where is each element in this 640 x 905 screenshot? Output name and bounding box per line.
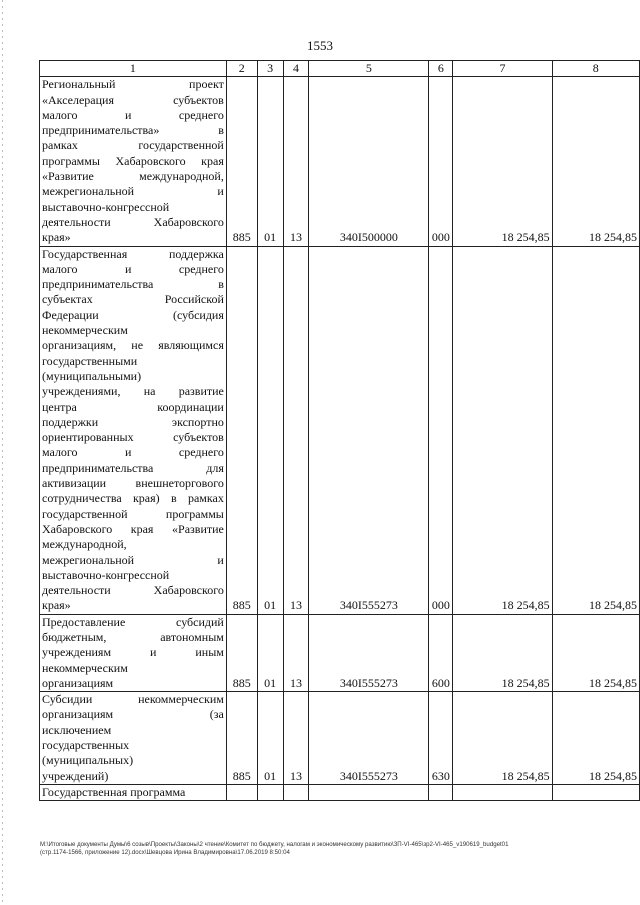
description-line: «Акселерация субъектов: [42, 92, 224, 107]
description-line: малого и среднего: [42, 445, 224, 460]
description-line: деятельности Хабаровского: [42, 214, 224, 229]
amount-2020-cell: 18 254,85: [552, 692, 639, 785]
target-article-cell: 340I555273: [309, 692, 429, 785]
description-line: выставочно-конгрессной: [42, 567, 170, 582]
department-code-cell: 885: [226, 246, 257, 614]
section-code-cell: 01: [257, 614, 283, 691]
description-line: бюджетным, автономным: [42, 629, 224, 644]
amount-2020-cell: 18 254,85: [552, 77, 639, 246]
table-row: [40, 614, 640, 691]
description-line: деятельности Хабаровского: [42, 583, 224, 598]
item-description-cell: [40, 614, 227, 691]
description-line: межрегиональной и: [42, 184, 224, 199]
description-line: исключением: [42, 722, 112, 737]
description-line: учреждений): [42, 768, 109, 783]
target-article-cell: 340I555273: [309, 614, 429, 691]
subsection-code-cell: 13: [283, 246, 309, 614]
department-code-cell: 885: [226, 77, 257, 246]
item-description-cell: [40, 77, 227, 246]
description-line: Предоставление субсидий: [42, 614, 224, 629]
page-number: 1553: [307, 38, 333, 53]
header-cell: 1: [40, 61, 227, 77]
table-row: [40, 77, 640, 246]
description-line: предпринимательства для: [42, 460, 224, 475]
description-line: края»: [42, 230, 71, 245]
budget-table: [39, 60, 640, 801]
expense-type-cell: 630: [429, 692, 453, 785]
expense-type-cell: 000: [429, 246, 453, 614]
description-line: Субсидии некоммерческим: [42, 692, 224, 707]
description-line: малого и среднего: [42, 261, 224, 276]
description-line: некоммерческим: [42, 323, 128, 338]
description-line: края»: [42, 598, 71, 613]
header-cell: 2: [226, 61, 257, 77]
description-line: Федерации (субсидия: [42, 307, 224, 322]
description-line: Региональный проект: [42, 77, 224, 92]
description-line: сотрудничества края) в рамках: [42, 491, 224, 506]
document-footer: [40, 841, 615, 857]
amount-2020-cell: [552, 784, 639, 800]
amount-2019-cell: [453, 784, 552, 800]
table-row: [40, 692, 640, 785]
item-description-cell: [40, 784, 227, 800]
subsection-code-cell: 13: [283, 692, 309, 785]
subsection-code-cell: 13: [283, 77, 309, 246]
amount-2019-cell: 18 254,85: [453, 692, 552, 785]
header-cell: 6: [429, 61, 453, 77]
description-line: учреждениям и иным: [42, 645, 224, 660]
description-line: (муниципальными): [42, 368, 142, 383]
table-row: [40, 784, 640, 800]
target-article-cell: 340I555273: [309, 246, 429, 614]
description-line: «Развитие международной,: [42, 169, 224, 184]
item-description-cell: [40, 692, 227, 785]
description-line: рамках государственной: [42, 138, 224, 153]
description-line: Хабаровского края «Развитие: [42, 521, 224, 536]
header-cell: 8: [552, 61, 639, 77]
department-code-cell: 885: [226, 692, 257, 785]
amount-2019-cell: 18 254,85: [453, 246, 552, 614]
description-line: ориентированных субъектов: [42, 430, 224, 445]
description-line: предпринимательства» в: [42, 123, 224, 138]
department-code-cell: [226, 784, 257, 800]
target-article-cell: [309, 784, 429, 800]
description-line: малого и среднего: [42, 107, 224, 122]
description-line: предпринимательства в: [42, 277, 224, 292]
table-header-row: [40, 61, 640, 77]
amount-2020-cell: 18 254,85: [552, 614, 639, 691]
description-line: организациям (за: [42, 707, 224, 722]
expense-type-cell: [429, 784, 453, 800]
expense-type-cell: 000: [429, 77, 453, 246]
description-line: субъектах Российской: [42, 292, 224, 307]
description-line: активизации внешнеторгового: [42, 476, 224, 491]
subsection-code-cell: [283, 784, 309, 800]
description-line: государственными: [42, 353, 138, 368]
description-line: программы Хабаровского края: [42, 153, 224, 168]
description-line: организациям, не являющимся: [42, 338, 224, 353]
description-line: (муниципальных): [42, 753, 134, 768]
description-line: Государственная поддержка: [42, 246, 224, 261]
header-cell: 7: [453, 61, 552, 77]
description-line: некоммерческим: [42, 660, 128, 675]
amount-2020-cell: 18 254,85: [552, 246, 639, 614]
description-line: международной,: [42, 537, 127, 552]
amount-2019-cell: 18 254,85: [453, 77, 552, 246]
amount-2019-cell: 18 254,85: [453, 614, 552, 691]
table-row: [40, 246, 640, 614]
scan-edge-mark: [2, 0, 3, 905]
section-code-cell: 01: [257, 692, 283, 785]
description-line: поддержки экспортно: [42, 414, 224, 429]
section-code-cell: [257, 784, 283, 800]
header-cell: 5: [309, 61, 429, 77]
subsection-code-cell: 13: [283, 614, 309, 691]
footer-path-line-2: (стр.1174-1566, приложение 12).docx\Шевцова Ирина Владимировна\17.06.2019 8:50:04: [40, 849, 290, 856]
header-cell: 3: [257, 61, 283, 77]
item-description-cell: [40, 246, 227, 614]
expense-type-cell: 600: [429, 614, 453, 691]
department-code-cell: 885: [226, 614, 257, 691]
description-line: выставочно-конгрессной: [42, 199, 170, 214]
description-line: государственных: [42, 738, 130, 753]
description-line: центра координации: [42, 399, 224, 414]
section-code-cell: 01: [257, 246, 283, 614]
description-line: межрегиональной и: [42, 552, 224, 567]
footer-path-line-1: M:\Итоговые документы Думы\6 созыв\Проекты\Законы\2 чтение\Комитет по бюджету, налогам и экономическому развитию\ЗП-VI-465\зр2-VI-465_v190619_budget01: [40, 841, 509, 848]
description-line: Государственная программа: [42, 784, 186, 799]
description-line: учреждениями, на развитие: [42, 384, 224, 399]
target-article-cell: 340I500000: [309, 77, 429, 246]
section-code-cell: 01: [257, 77, 283, 246]
table-body: [40, 61, 640, 801]
description-line: государственной программы: [42, 506, 224, 521]
description-line: организациям: [42, 675, 114, 690]
header-cell: 4: [283, 61, 309, 77]
